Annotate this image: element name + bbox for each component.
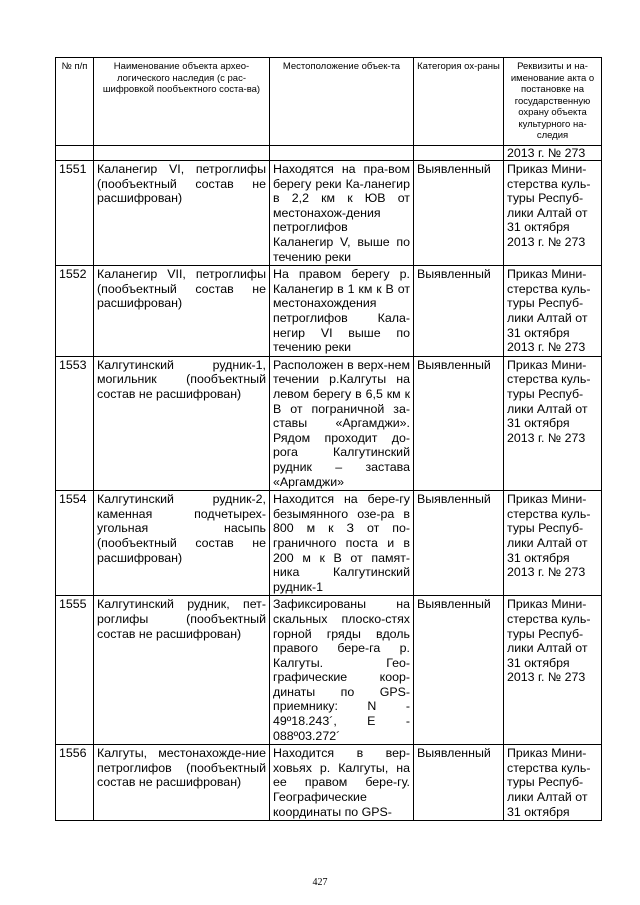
act-details: Приказ Мини-стерства куль-туры Респуб-лики Алтай от 31 октября 2013 г. № 273 bbox=[504, 596, 602, 745]
table-row bbox=[56, 745, 602, 821]
continuation-act-text: 2013 г. № 273 bbox=[504, 145, 602, 161]
object-location: Находится в вер-ховьях р. Калгуты, на ее правом бере-гу. Географические координаты по GPS- bbox=[270, 745, 414, 821]
table-row bbox=[56, 491, 602, 596]
object-name: Калгутинский рудник-1, могильник (пообъектный состав не расшифрован) bbox=[94, 356, 270, 490]
object-name: Калгутинский рудник, пет-роглифы (пообъектный состав не расшифрован) bbox=[94, 596, 270, 745]
protection-category: Выявленный bbox=[414, 491, 504, 596]
object-location: Находится на бере-гу безымянного озе-ра в 800 м к З от по-граничного поста и в 200 м к В от памят-ника Калгутинский рудник-1 bbox=[270, 491, 414, 596]
header-category: Категория ох-раны bbox=[414, 58, 504, 146]
table-row bbox=[56, 356, 602, 490]
continuation-row bbox=[56, 145, 602, 161]
object-location: Находятся на пра-вом берегу реки Ка-ланегир в 2,2 км к ЮВ от местонахож-дения петроглифов Каланегир V, выше по течению реки bbox=[270, 161, 414, 266]
table-row bbox=[56, 596, 602, 745]
page-number: 427 bbox=[312, 877, 328, 888]
row-number: 1556 bbox=[56, 745, 94, 821]
table-header-row bbox=[56, 58, 602, 146]
object-location: На правом берегу р. Каланегир в 1 км к В от местонахождения петроглифов Кала-негир VI выше по течению реки bbox=[270, 266, 414, 357]
row-number: 1553 bbox=[56, 356, 94, 490]
object-name: Каланегир VII, петроглифы (пообъектный состав не расшифрован) bbox=[94, 266, 270, 357]
protection-category: Выявленный bbox=[414, 596, 504, 745]
protection-category: Выявленный bbox=[414, 356, 504, 490]
object-name: Каланегир VI, петроглифы (пообъектный состав не расшифрован) bbox=[94, 161, 270, 266]
row-number: 1552 bbox=[56, 266, 94, 357]
act-details: Приказ Мини-стерства куль-туры Респуб-лики Алтай от 31 октября 2013 г. № 273 bbox=[504, 161, 602, 266]
header-location: Местоположение объек-та bbox=[270, 58, 414, 146]
object-location: Расположен в верх-нем течении р.Калгуты на левом берегу в 6,5 км к В от пограничной за-ставы «Аргамджи». Рядом проходит до-рога Калгутинский рудник – застава «Аргамджи» bbox=[270, 356, 414, 490]
header-number: № п/п bbox=[56, 58, 94, 146]
object-location: Зафиксированы на скальных плоско-стях горной гряды вдоль правого бере-га р. Калгуты. Гео-графические коор-динаты по GPS-приемнику: N - 49º18.243´, E - 088º03.272´ bbox=[270, 596, 414, 745]
act-details: Приказ Мини-стерства куль-туры Респуб-лики Алтай от 31 октября 2013 г. № 273 bbox=[504, 356, 602, 490]
object-name: Калгуты, местонахожде-ние петроглифов (пообъектный состав не расшифрован) bbox=[94, 745, 270, 821]
act-details: Приказ Мини-стерства куль-туры Респуб-лики Алтай от 31 октября bbox=[504, 745, 602, 821]
row-number: 1551 bbox=[56, 161, 94, 266]
header-act-details: Реквизиты и на-именование акта о постановке на государственную охрану объекта культурного на-следия bbox=[504, 58, 602, 146]
row-number: 1555 bbox=[56, 596, 94, 745]
table-row bbox=[56, 161, 602, 266]
table-row bbox=[56, 266, 602, 357]
object-name: Калгутинский рудник-2, каменная подчетырех-угольная насыпь (пообъектный состав не расшифрован) bbox=[94, 491, 270, 596]
act-details: Приказ Мини-стерства куль-туры Респуб-лики Алтай от 31 октября 2013 г. № 273 bbox=[504, 491, 602, 596]
act-details: Приказ Мини-стерства куль-туры Респуб-лики Алтай от 31 октября 2013 г. № 273 bbox=[504, 266, 602, 357]
row-number: 1554 bbox=[56, 491, 94, 596]
heritage-register-table bbox=[55, 57, 602, 821]
protection-category: Выявленный bbox=[414, 266, 504, 357]
header-object-name: Наименование объекта архео-логического наследия (с рас-шифровкой пообъектного соста-ва) bbox=[94, 58, 270, 146]
protection-category: Выявленный bbox=[414, 161, 504, 266]
protection-category: Выявленный bbox=[414, 745, 504, 821]
